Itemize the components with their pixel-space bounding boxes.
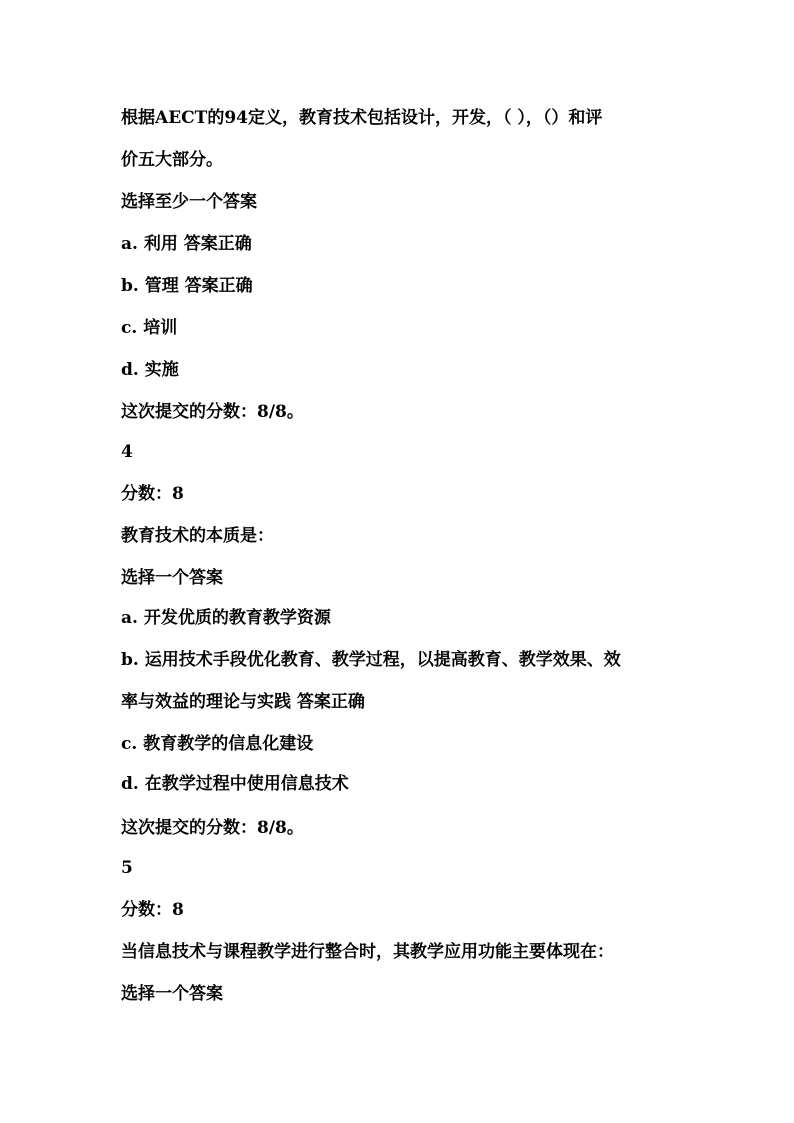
question-5-text: 当信息技术与课程教学进行整合时，其教学应用功能主要体现在： — [121, 942, 614, 962]
option-d: d. 实施 — [121, 360, 179, 380]
submission-score: 这次提交的分数：8/8。 — [121, 402, 304, 422]
answer-instruction: 选择一个答案 — [121, 984, 223, 1004]
option-c: c. 培训 — [121, 318, 178, 338]
option-b-line-1: b. 运用技术手段优化教育、教学过程，以提高教育、教学效果、效 — [121, 650, 621, 670]
question-score: 分数：8 — [121, 900, 184, 920]
submission-score: 这次提交的分数：8/8。 — [121, 818, 304, 838]
answer-instruction: 选择一个答案 — [121, 568, 223, 588]
option-c: c. 教育教学的信息化建设 — [121, 734, 314, 754]
question-3-text-line-2: 价五大部分。 — [121, 150, 223, 170]
answer-instruction: 选择至少一个答案 — [121, 192, 257, 212]
option-b-line-2: 率与效益的理论与实践 答案正确 — [121, 692, 365, 712]
question-3-text-line-1: 根据AECT的94定义，教育技术包括设计，开发，（ ），（）和评 — [121, 108, 603, 128]
option-d: d. 在教学过程中使用信息技术 — [121, 774, 349, 794]
question-4-text: 教育技术的本质是： — [121, 526, 274, 546]
option-b: b. 管理 答案正确 — [121, 276, 253, 296]
question-number: 5 — [121, 858, 133, 878]
question-number: 4 — [121, 442, 133, 462]
question-score: 分数：8 — [121, 484, 184, 504]
option-a: a. 利用 答案正确 — [121, 234, 252, 254]
option-a: a. 开发优质的教育教学资源 — [121, 608, 331, 628]
